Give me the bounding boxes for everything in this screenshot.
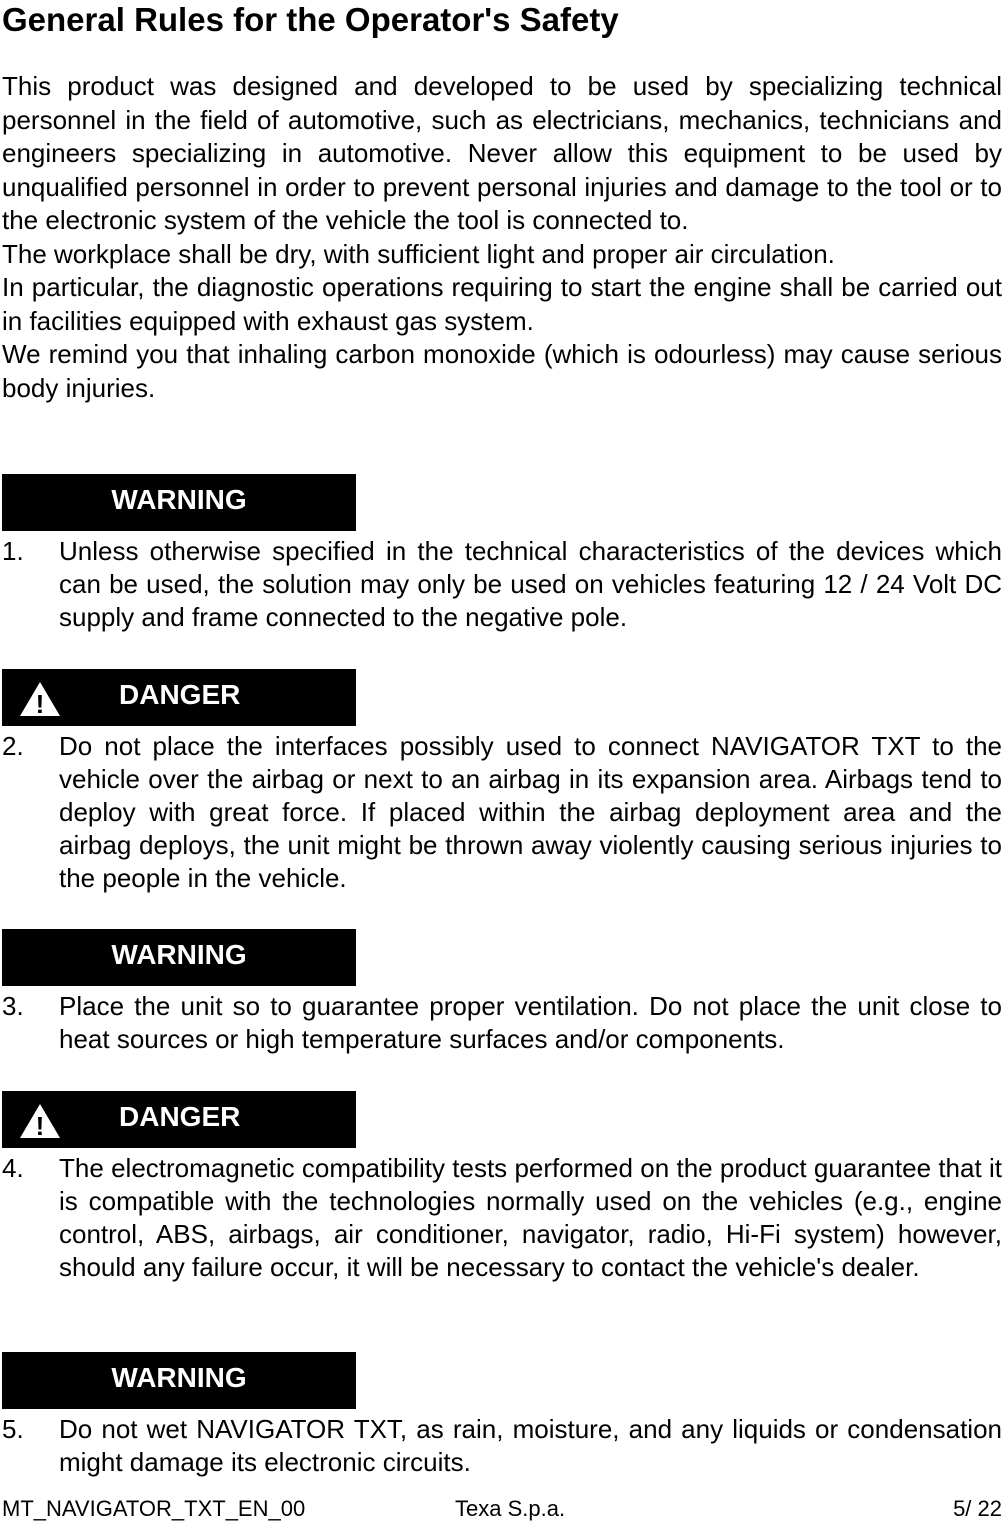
rule-text: The electromagnetic compatibility tests performed on the product guarantee that it is compatible with the technologies normally used on the vehicles (e.g., engine control, ABS, airbags, air conditioner, navigator, radio, Hi-Fi system) however, should any failure occur, it will be necessary to contact the vehicle's dealer. xyxy=(59,1153,1002,1282)
danger-symbol: ! xyxy=(35,689,45,718)
safety-rule-item xyxy=(2,990,1002,1056)
warning-triangle-icon xyxy=(18,680,62,718)
warning-banner xyxy=(2,474,356,531)
rule-text: Do not place the interfaces possibly used to connect NAVIGATOR TXT to the vehicle over the airbag or next to an airbag in its expansion area. Airbags tend to deploy with great force. If placed within the airbag deployment area and the airbag deploys, the unit might be thrown away violently causing serious injuries to the people in the vehicle. xyxy=(59,731,1002,893)
intro-paragraph: In particular, the diagnostic operations requiring to start the engine shall be carried out in facilities equipped with exhaust gas system. xyxy=(2,272,1002,336)
warning-label: WARNING xyxy=(111,939,247,970)
danger-label: DANGER xyxy=(119,1101,241,1132)
safety-rule-item xyxy=(2,535,1002,634)
rule-text: Place the unit so to guarantee proper ventilation. Do not place the unit close to heat sources or high temperature surfaces and/or components. xyxy=(59,991,1002,1054)
rule-number: 5. xyxy=(2,1414,24,1444)
intro-section xyxy=(2,70,1002,405)
danger-label: DANGER xyxy=(119,679,241,710)
danger-symbol: ! xyxy=(35,1111,45,1140)
safety-rule-item xyxy=(2,1152,1002,1284)
warning-banner xyxy=(2,1352,356,1409)
warning-banner xyxy=(2,929,356,986)
document-code: MT_NAVIGATOR_TXT_EN_00 xyxy=(2,1496,306,1521)
page-number: 5/ 22 xyxy=(953,1496,1002,1521)
intro-paragraph: The workplace shall be dry, with sufficient light and proper air circulation. xyxy=(2,238,835,269)
company-name: Texa S.p.a. xyxy=(455,1496,566,1521)
rule-number: 2. xyxy=(2,731,24,761)
rule-text: Unless otherwise specified in the technical characteristics of the devices which can be used, the solution may only be used on vehicles featuring 12 / 24 Volt DC supply and frame connected to the negative pole. xyxy=(59,536,1002,632)
rule-number: 4. xyxy=(2,1153,24,1183)
warning-label: WARNING xyxy=(111,1362,247,1393)
rule-text: Do not wet NAVIGATOR TXT, as rain, moisture, and any liquids or condensation might damage its electronic circuits. xyxy=(59,1414,1002,1477)
rule-number: 1. xyxy=(2,536,24,566)
intro-paragraph: This product was designed and developed to be used by specializing technical personnel in the field of automotive, such as electricians, mechanics, technicians and engineers specializing in automotive. Never allow this equipment to be used by unqualified personnel in order to prevent personal injuries and damage to the tool or to the electronic system of the vehicle the tool is connected to. xyxy=(2,71,1002,235)
danger-banner xyxy=(2,669,356,726)
warning-triangle-icon xyxy=(18,1102,62,1140)
rule-number: 3. xyxy=(2,991,24,1021)
intro-paragraph: We remind you that inhaling carbon monoxide (which is odourless) may cause serious body injuries. xyxy=(2,339,1002,403)
warning-label: WARNING xyxy=(111,484,247,515)
page-title: General Rules for the Operator's Safety xyxy=(2,1,619,38)
safety-rule-item xyxy=(2,730,1002,895)
danger-banner xyxy=(2,1091,356,1148)
safety-rule-item xyxy=(2,1413,1002,1479)
